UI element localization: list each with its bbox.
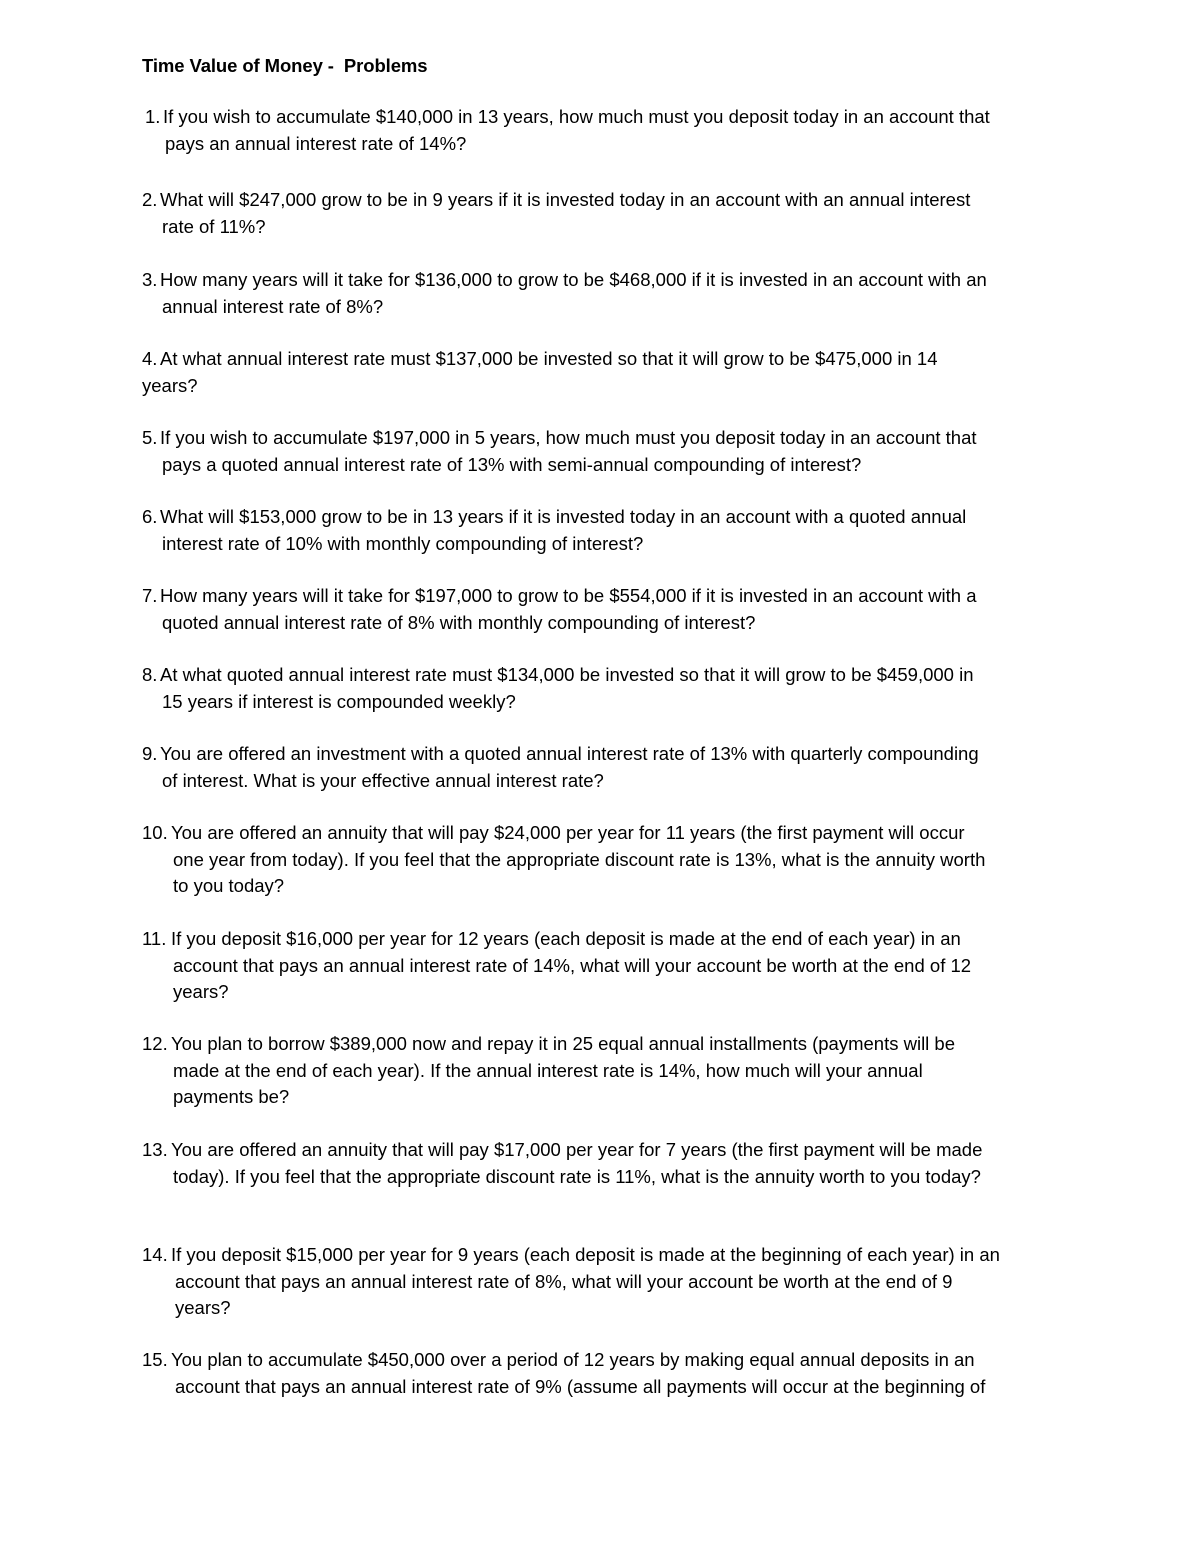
problem-text: What will $153,000 grow to be in 13 years if it is invested today in an account with a quoted annual (160, 506, 967, 527)
problem-item (142, 1031, 955, 1111)
problem-number: 2. (142, 189, 158, 210)
problem-text: If you deposit $15,000 per year for 9 years (each deposit is made at the beginning of each year) in an (171, 1244, 1000, 1265)
problem-text-line (142, 1347, 985, 1374)
problem-text-line: of interest. What is your effective annual interest rate? (162, 769, 604, 791)
problem-number: 15. (142, 1349, 168, 1370)
problem-number: 14. (142, 1244, 168, 1265)
problem-text-line: rate of 11%? (162, 215, 266, 237)
problem-text: At what quoted annual interest rate must $134,000 be invested so that it will grow to be $459,000 in (160, 664, 974, 685)
problem-text-line: annual interest rate of 8%? (162, 295, 384, 317)
problem-text: If you deposit $16,000 per year for 12 years (each deposit is made at the end of each year) in an (171, 928, 961, 949)
problem-text-line (142, 425, 977, 452)
problem-number: 13. (142, 1139, 168, 1160)
problem-text-line (142, 346, 938, 373)
problem-item (142, 662, 974, 715)
problem-text: If you wish to accumulate $197,000 in 5 years, how much must you deposit today in an account that (160, 427, 977, 448)
problem-number: 6. (142, 506, 158, 527)
problem-item (142, 425, 977, 478)
problem-number: 8. (142, 664, 158, 685)
problem-item (142, 926, 971, 1006)
problem-text-line (142, 741, 979, 768)
problem-text-line (145, 104, 990, 131)
problem-text-line (142, 187, 970, 214)
problem-text-line: years? (142, 374, 198, 396)
problem-text-line: pays an annual interest rate of 14%? (165, 132, 467, 154)
problem-item (142, 187, 970, 240)
problem-text-line: years? (173, 981, 229, 1002)
problem-text: You are offered an annuity that will pay $17,000 per year for 7 years (the first payment will be made (171, 1139, 983, 1160)
problem-item (142, 741, 979, 794)
problem-text: How many years will it take for $136,000 to grow to be $468,000 if it is invested in an account with an (160, 269, 987, 290)
problem-text-line: to you today? (173, 875, 285, 896)
problem-item (142, 346, 938, 399)
problem-number: 7. (142, 585, 158, 606)
problem-text-line: years? (175, 1297, 231, 1318)
problem-item (142, 820, 985, 900)
problem-text: How many years will it take for $197,000 to grow to be $554,000 if it is invested in an account with a (160, 585, 977, 606)
problem-text: At what annual interest rate must $137,000 be invested so that it will grow to be $475,000 in 14 (160, 348, 938, 369)
problem-number: 1. (145, 106, 161, 127)
problem-number: 10. (142, 822, 168, 843)
problem-text-line (142, 504, 966, 531)
problem-text-line: quoted annual interest rate of 8% with monthly compounding of interest? (162, 611, 756, 633)
problem-text-line: 15 years if interest is compounded weekly? (162, 690, 516, 712)
problem-text-line: today). If you feel that the appropriate discount rate is 11%, what is the annuity worth to you today? (173, 1165, 981, 1187)
problem-text-line: account that pays an annual interest rate of 8%, what will your account be worth at the end of 9 (175, 1270, 953, 1292)
problem-text-line: pays a quoted annual interest rate of 13% with semi-annual compounding of interest? (162, 453, 862, 475)
problem-item (142, 1137, 982, 1190)
problem-text-line: payments be? (173, 1086, 290, 1107)
problem-text-line (142, 1242, 1000, 1269)
problem-text-line (142, 267, 987, 294)
problem-number: 5. (142, 427, 158, 448)
problem-text-line (142, 1031, 955, 1058)
problem-text: You plan to borrow $389,000 now and repay it in 25 equal annual installments (payments will be (171, 1033, 956, 1054)
page-title: Time Value of Money - Problems (142, 55, 428, 76)
problem-text-line (142, 820, 985, 847)
problem-text-line: one year from today). If you feel that the appropriate discount rate is 13%, what is the annuity worth (173, 848, 986, 870)
problem-item (142, 267, 987, 320)
problem-text: What will $247,000 grow to be in 9 years if it is invested today in an account with an annual interest (160, 189, 971, 210)
problem-item (142, 504, 966, 557)
problem-number: 4. (142, 348, 158, 369)
problem-text-line: account that pays an annual interest rate of 9% (assume all payments will occur at the beginning of (175, 1375, 986, 1397)
problem-text: You are offered an annuity that will pay $24,000 per year for 11 years (the first payment will occur (171, 822, 965, 843)
problem-number: 11. (142, 928, 167, 949)
problem-text-line (142, 662, 974, 689)
problem-text-line: interest rate of 10% with monthly compounding of interest? (162, 532, 644, 554)
problem-text-line: account that pays an annual interest rate of 14%, what will your account be worth at the end of 12 (173, 954, 972, 976)
problem-item (142, 1347, 985, 1400)
problem-text: You are offered an investment with a quoted annual interest rate of 13% with quarterly compounding (160, 743, 979, 764)
problem-number: 3. (142, 269, 158, 290)
problem-text-line (142, 583, 977, 610)
problem-text-line (142, 1137, 982, 1164)
problem-number: 12. (142, 1033, 168, 1054)
problem-text: If you wish to accumulate $140,000 in 13 years, how much must you deposit today in an account that (163, 106, 990, 127)
problem-number: 9. (142, 743, 158, 764)
problem-text-line (142, 926, 971, 953)
problem-text-line: made at the end of each year). If the annual interest rate is 14%, how much will your annual (173, 1059, 923, 1081)
problem-item (142, 583, 977, 636)
problem-text: You plan to accumulate $450,000 over a period of 12 years by making equal annual deposits in an (171, 1349, 975, 1370)
problem-item (142, 1242, 1000, 1322)
problem-item (145, 104, 990, 157)
